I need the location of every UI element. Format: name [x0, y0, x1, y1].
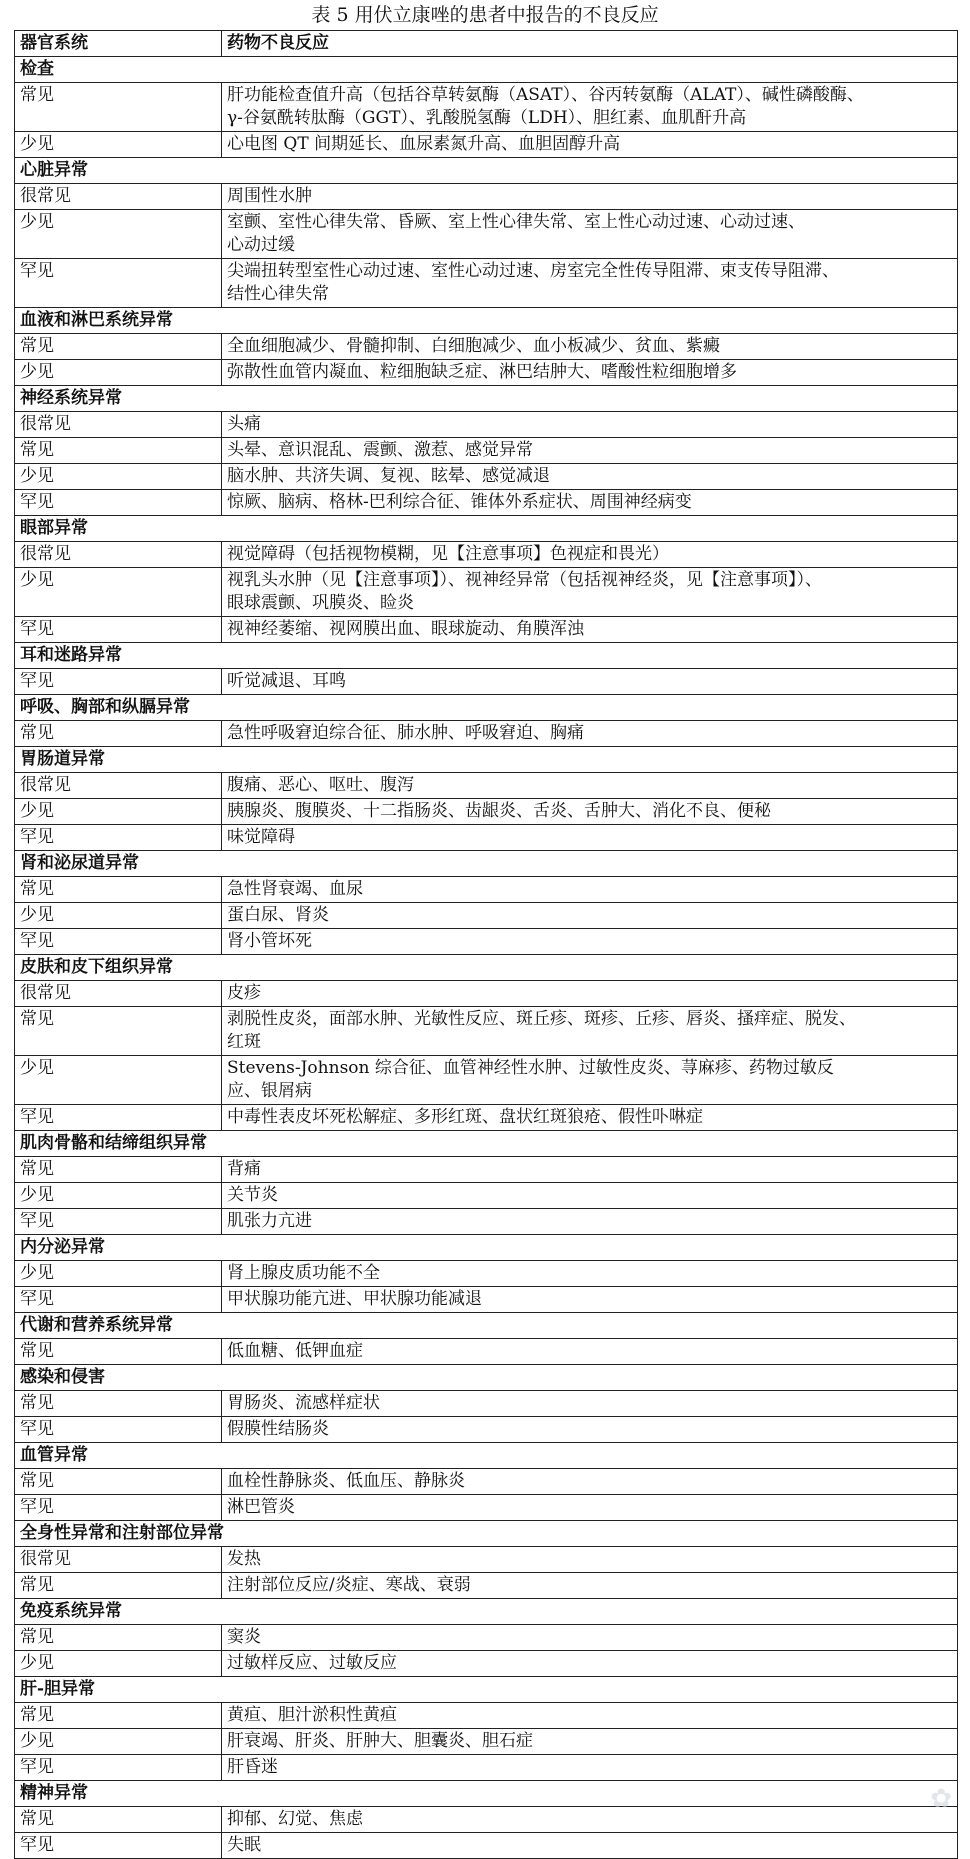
- reaction-cell: [222, 1469, 958, 1495]
- frequency-cell: 少见: [15, 1651, 222, 1677]
- reaction-line: 剥脱性皮炎，面部水肿、光敏性反应、斑丘疹、斑疹、丘疹、唇炎、搔痒症、脱发、: [227, 1009, 856, 1029]
- frequency-cell: 很常见: [15, 542, 222, 568]
- reaction-line: 味觉障碍: [227, 827, 295, 847]
- category-row: [15, 308, 958, 334]
- reaction-line: 淋巴管炎: [227, 1497, 295, 1517]
- reaction-cell: [222, 825, 958, 851]
- category-name: 神经系统异常: [15, 386, 958, 412]
- frequency-cell: 很常见: [15, 981, 222, 1007]
- frequency-cell: 少见: [15, 1183, 222, 1209]
- table-row: [15, 617, 958, 643]
- frequency-cell: 常见: [15, 1625, 222, 1651]
- table-row: [15, 825, 958, 851]
- table-row: [15, 799, 958, 825]
- header-organ-system: 器官系统: [15, 31, 222, 57]
- reaction-line: 结性心律失常: [227, 284, 329, 304]
- category-row: [15, 955, 958, 981]
- reaction-cell: [222, 1105, 958, 1131]
- frequency-cell: 少见: [15, 464, 222, 490]
- reaction-line: 眼球震颤、巩膜炎、睑炎: [227, 593, 414, 613]
- frequency-cell: 少见: [15, 360, 222, 386]
- reaction-line: 视神经萎缩、视网膜出血、眼球旋动、角膜浑浊: [227, 619, 584, 639]
- frequency-cell: 罕见: [15, 1755, 222, 1781]
- table-row: [15, 903, 958, 929]
- frequency-cell: 罕见: [15, 929, 222, 955]
- frequency-cell: 常见: [15, 1339, 222, 1365]
- reaction-line: 视乳头水肿（见【注意事项】）、视神经异常（包括视神经炎，见【注意事项】）、: [227, 570, 822, 590]
- table-row: [15, 568, 958, 617]
- reaction-line: 头痛: [227, 414, 261, 434]
- table-row: [15, 1833, 958, 1859]
- reaction-cell: [222, 210, 958, 259]
- frequency-cell: 常见: [15, 1157, 222, 1183]
- category-row: [15, 1235, 958, 1261]
- reaction-cell: [222, 1573, 958, 1599]
- frequency-cell: 少见: [15, 1056, 222, 1105]
- frequency-cell: 常见: [15, 1703, 222, 1729]
- header-adverse-reaction: 药物不良反应: [222, 31, 958, 57]
- reaction-cell: [222, 412, 958, 438]
- frequency-cell: 常见: [15, 83, 222, 132]
- reaction-cell: [222, 1339, 958, 1365]
- reaction-cell: [222, 1833, 958, 1859]
- reaction-cell: [222, 617, 958, 643]
- category-name: 检查: [15, 57, 958, 83]
- table-row: [15, 929, 958, 955]
- table-row: [15, 259, 958, 308]
- reaction-cell: [222, 1625, 958, 1651]
- frequency-cell: 少见: [15, 210, 222, 259]
- reaction-cell: [222, 903, 958, 929]
- category-row: [15, 516, 958, 542]
- table-row: [15, 721, 958, 747]
- reaction-cell: [222, 360, 958, 386]
- reaction-line: 全血细胞减少、骨髓抑制、白细胞减少、血小板减少、贫血、紫癜: [227, 336, 720, 356]
- table-row: [15, 1339, 958, 1365]
- category-name: 皮肤和皮下组织异常: [15, 955, 958, 981]
- reaction-line: 听觉减退、耳鸣: [227, 671, 346, 691]
- reaction-line: 惊厥、脑病、格林-巴利综合征、锥体外系症状、周围神经病变: [227, 492, 692, 512]
- table-row: [15, 1209, 958, 1235]
- frequency-cell: 常见: [15, 438, 222, 464]
- table-row: [15, 464, 958, 490]
- reaction-line: 蛋白尿、肾炎: [227, 905, 329, 925]
- reaction-cell: [222, 1183, 958, 1209]
- reaction-cell: [222, 490, 958, 516]
- table-row: [15, 1183, 958, 1209]
- reaction-cell: [222, 929, 958, 955]
- reaction-cell: [222, 1007, 958, 1056]
- reaction-line: 甲状腺功能亢进、甲状腺功能减退: [227, 1289, 482, 1309]
- frequency-cell: 常见: [15, 1573, 222, 1599]
- frequency-cell: 少见: [15, 903, 222, 929]
- category-name: 精神异常: [15, 1781, 958, 1807]
- reaction-cell: [222, 1417, 958, 1443]
- reaction-cell: [222, 1729, 958, 1755]
- table-row: [15, 1261, 958, 1287]
- frequency-cell: 很常见: [15, 1547, 222, 1573]
- reaction-line: 急性呼吸窘迫综合征、肺水肿、呼吸窘迫、胸痛: [227, 723, 584, 743]
- reaction-line: 肝昏迷: [227, 1757, 278, 1777]
- frequency-cell: 很常见: [15, 184, 222, 210]
- table-row: [15, 542, 958, 568]
- reaction-cell: [222, 1495, 958, 1521]
- frequency-cell: 罕见: [15, 490, 222, 516]
- table-row: [15, 877, 958, 903]
- reaction-line: 红斑: [227, 1032, 261, 1052]
- reaction-cell: [222, 1755, 958, 1781]
- frequency-cell: 罕见: [15, 259, 222, 308]
- table-row: [15, 438, 958, 464]
- table-row: [15, 1755, 958, 1781]
- category-name: 心脏异常: [15, 158, 958, 184]
- table-row: [15, 1007, 958, 1056]
- frequency-cell: 少见: [15, 568, 222, 617]
- frequency-cell: 罕见: [15, 1495, 222, 1521]
- frequency-cell: 常见: [15, 334, 222, 360]
- reaction-line: 中毒性表皮坏死松解症、多形红斑、盘状红斑狼疮、假性卟啉症: [227, 1107, 703, 1127]
- frequency-cell: 常见: [15, 721, 222, 747]
- reaction-cell: [222, 464, 958, 490]
- frequency-cell: 很常见: [15, 773, 222, 799]
- category-row: [15, 1365, 958, 1391]
- frequency-cell: 罕见: [15, 669, 222, 695]
- reaction-line: 视觉障碍（包括视物模糊，见【注意事项】色视症和畏光）: [227, 544, 669, 564]
- reaction-cell: [222, 799, 958, 825]
- table-row: [15, 210, 958, 259]
- reaction-line: 周围性水肿: [227, 186, 312, 206]
- reaction-line: 抑郁、幻觉、焦虑: [227, 1809, 363, 1829]
- category-row: [15, 386, 958, 412]
- table-row: [15, 1105, 958, 1131]
- reaction-line: 肾上腺皮质功能不全: [227, 1263, 380, 1283]
- reaction-line: 心动过缓: [227, 235, 295, 255]
- table-body: [15, 31, 958, 1859]
- category-name: 全身性异常和注射部位异常: [15, 1521, 958, 1547]
- category-name: 呼吸、胸部和纵膈异常: [15, 695, 958, 721]
- reaction-line: 失眠: [227, 1835, 261, 1855]
- table-row: [15, 1469, 958, 1495]
- frequency-cell: 罕见: [15, 1105, 222, 1131]
- frequency-cell: 少见: [15, 799, 222, 825]
- reaction-cell: [222, 83, 958, 132]
- category-name: 血液和淋巴系统异常: [15, 308, 958, 334]
- frequency-cell: 罕见: [15, 617, 222, 643]
- table-row: [15, 412, 958, 438]
- table-row: [15, 1157, 958, 1183]
- table-row: [15, 1391, 958, 1417]
- table-row: [15, 1417, 958, 1443]
- reaction-cell: [222, 1651, 958, 1677]
- table-row: [15, 1651, 958, 1677]
- frequency-cell: 罕见: [15, 1833, 222, 1859]
- reaction-line: 窦炎: [227, 1627, 261, 1647]
- reaction-cell: [222, 1703, 958, 1729]
- header-row: [15, 31, 958, 57]
- reaction-line: 尖端扭转型室性心动过速、室性心动过速、房室完全性传导阻滞、束支传导阻滞、: [227, 261, 839, 281]
- category-name: 眼部异常: [15, 516, 958, 542]
- reaction-line: 胰腺炎、腹膜炎、十二指肠炎、齿龈炎、舌炎、舌肿大、消化不良、便秘: [227, 801, 771, 821]
- reaction-cell: [222, 259, 958, 308]
- category-row: [15, 643, 958, 669]
- reaction-cell: [222, 542, 958, 568]
- reaction-cell: [222, 877, 958, 903]
- reaction-cell: [222, 1056, 958, 1105]
- reaction-cell: [222, 1391, 958, 1417]
- category-name: 血管异常: [15, 1443, 958, 1469]
- reaction-cell: [222, 981, 958, 1007]
- reaction-cell: [222, 132, 958, 158]
- reaction-line: 急性肾衰竭、血尿: [227, 879, 363, 899]
- reaction-line: 胃肠炎、流感样症状: [227, 1393, 380, 1413]
- adverse-reactions-table: [14, 30, 958, 1859]
- reaction-line: 弥散性血管内凝血、粒细胞缺乏症、淋巴结肿大、嗜酸性粒细胞增多: [227, 362, 737, 382]
- reaction-line: 过敏样反应、过敏反应: [227, 1653, 397, 1673]
- category-name: 免疫系统异常: [15, 1599, 958, 1625]
- category-row: [15, 158, 958, 184]
- category-name: 肌肉骨骼和结缔组织异常: [15, 1131, 958, 1157]
- reaction-line: 心电图 QT 间期延长、血尿素氮升高、血胆固醇升高: [227, 134, 621, 154]
- table-row: [15, 669, 958, 695]
- table-row: [15, 1056, 958, 1105]
- reaction-cell: [222, 1547, 958, 1573]
- reaction-cell: [222, 438, 958, 464]
- reaction-cell: [222, 1157, 958, 1183]
- reaction-line: 血栓性静脉炎、低血压、静脉炎: [227, 1471, 465, 1491]
- reaction-line: 低血糖、低钾血症: [227, 1341, 363, 1361]
- frequency-cell: 少见: [15, 1729, 222, 1755]
- reaction-cell: [222, 773, 958, 799]
- reaction-cell: [222, 669, 958, 695]
- category-name: 内分泌异常: [15, 1235, 958, 1261]
- frequency-cell: 罕见: [15, 825, 222, 851]
- reaction-line: Stevens-Johnson 综合征、血管神经性水肿、过敏性皮炎、荨麻疹、药物过敏反: [227, 1058, 834, 1078]
- reaction-line: 室颤、室性心律失常、昏厥、室上性心律失常、室上性心动过速、心动过速、: [227, 212, 805, 232]
- reaction-line: 注射部位反应/炎症、寒战、衰弱: [227, 1575, 471, 1595]
- table-row: [15, 83, 958, 132]
- reaction-line: 应、银屑病: [227, 1081, 312, 1101]
- category-name: 胃肠道异常: [15, 747, 958, 773]
- frequency-cell: 罕见: [15, 1209, 222, 1235]
- watermark-logo: ✿: [930, 1784, 952, 1814]
- reaction-line: 关节炎: [227, 1185, 278, 1205]
- frequency-cell: 常见: [15, 1469, 222, 1495]
- category-name: 肝-胆异常: [15, 1677, 958, 1703]
- category-row: [15, 851, 958, 877]
- frequency-cell: 罕见: [15, 1417, 222, 1443]
- table-row: [15, 1547, 958, 1573]
- frequency-cell: 少见: [15, 1261, 222, 1287]
- table-row: [15, 334, 958, 360]
- frequency-cell: 常见: [15, 1807, 222, 1833]
- reaction-cell: [222, 1209, 958, 1235]
- reaction-cell: [222, 334, 958, 360]
- reaction-line: 皮疹: [227, 983, 261, 1003]
- reaction-cell: [222, 184, 958, 210]
- frequency-cell: 常见: [15, 877, 222, 903]
- table-row: [15, 1287, 958, 1313]
- reaction-line: 背痛: [227, 1159, 261, 1179]
- category-row: [15, 1313, 958, 1339]
- frequency-cell: 很常见: [15, 412, 222, 438]
- frequency-cell: 少见: [15, 132, 222, 158]
- reaction-line: γ-谷氨酰转肽酶（GGT）、乳酸脱氢酶（LDH）、胆红素、血肌酐升高: [227, 108, 747, 128]
- table-row: [15, 1703, 958, 1729]
- category-row: [15, 1781, 958, 1807]
- category-row: [15, 1599, 958, 1625]
- reaction-cell: [222, 721, 958, 747]
- table-row: [15, 773, 958, 799]
- reaction-line: 肝衰竭、肝炎、肝肿大、胆囊炎、胆石症: [227, 1731, 533, 1751]
- frequency-cell: 罕见: [15, 1287, 222, 1313]
- reaction-line: 头晕、意识混乱、震颤、激惹、感觉异常: [227, 440, 533, 460]
- table-row: [15, 981, 958, 1007]
- frequency-cell: 常见: [15, 1391, 222, 1417]
- table-row: [15, 184, 958, 210]
- table-row: [15, 490, 958, 516]
- category-name: 代谢和营养系统异常: [15, 1313, 958, 1339]
- category-row: [15, 1521, 958, 1547]
- frequency-cell: 常见: [15, 1007, 222, 1056]
- reaction-cell: [222, 1261, 958, 1287]
- reaction-line: 腹痛、恶心、呕吐、腹泻: [227, 775, 414, 795]
- reaction-line: 假膜性结肠炎: [227, 1419, 329, 1439]
- category-row: [15, 1677, 958, 1703]
- category-row: [15, 57, 958, 83]
- reaction-line: 脑水肿、共济失调、复视、眩晕、感觉减退: [227, 466, 550, 486]
- reaction-line: 肾小管坏死: [227, 931, 312, 951]
- table-title: 表 5 用伏立康唑的患者中报告的不良反应: [311, 4, 659, 26]
- category-name: 感染和侵害: [15, 1365, 958, 1391]
- reaction-cell: [222, 568, 958, 617]
- table-row: [15, 1573, 958, 1599]
- category-row: [15, 1443, 958, 1469]
- table-row: [15, 360, 958, 386]
- category-name: 肾和泌尿道异常: [15, 851, 958, 877]
- category-row: [15, 747, 958, 773]
- reaction-cell: [222, 1287, 958, 1313]
- table-row: [15, 132, 958, 158]
- table-row: [15, 1495, 958, 1521]
- table-row: [15, 1625, 958, 1651]
- table-row: [15, 1729, 958, 1755]
- reaction-line: 黄疸、胆汁淤积性黄疸: [227, 1705, 397, 1725]
- reaction-line: 肝功能检查值升高（包括谷草转氨酶（ASAT）、谷丙转氨酶（ALAT）、碱性磷酸酶、: [227, 85, 864, 105]
- category-row: [15, 1131, 958, 1157]
- category-row: [15, 695, 958, 721]
- reaction-line: 肌张力亢进: [227, 1211, 312, 1231]
- category-name: 耳和迷路异常: [15, 643, 958, 669]
- reaction-line: 发热: [227, 1549, 261, 1569]
